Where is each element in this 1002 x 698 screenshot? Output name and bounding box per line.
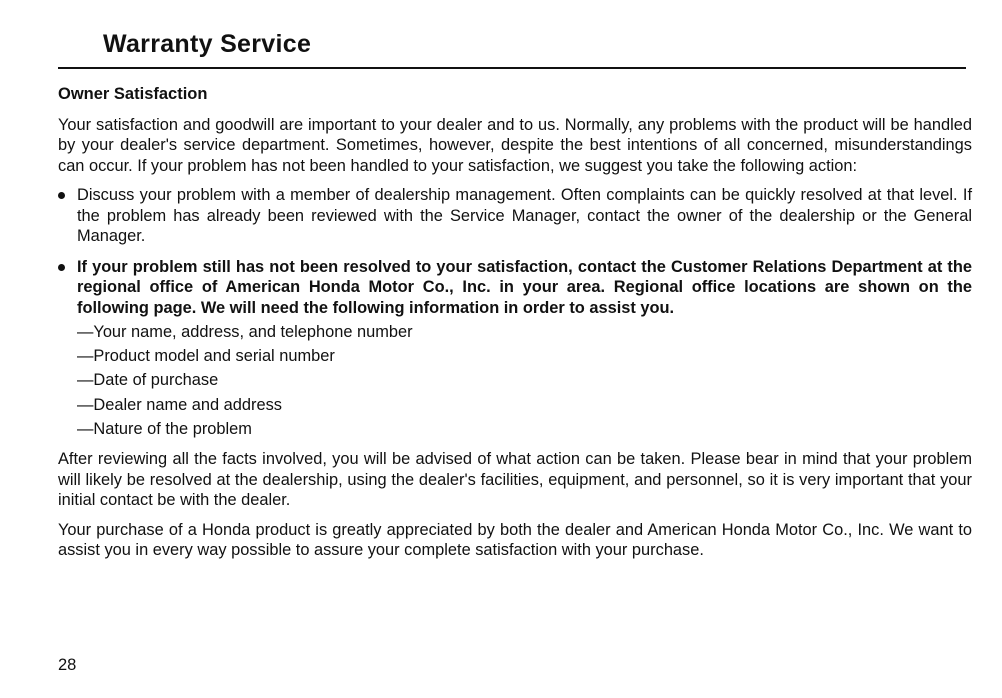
page-number: 28 <box>58 656 77 674</box>
info-item: —Dealer name and address <box>77 395 282 414</box>
list-item <box>58 185 972 247</box>
document-body <box>58 84 972 570</box>
after-review-paragraph: After reviewing all the facts involved, you will be advised of what action can be taken. Please bear in mind that your problem will likely be resolved at the dealership, using the dealer's facilities, equipment, and personnel, so it is very important that your initial contact be with the dealer. <box>58 450 972 510</box>
section-heading: Owner Satisfaction <box>58 85 208 103</box>
action-list <box>58 185 972 439</box>
bullet-text: If your problem still has not been resolved to your satisfaction, contact the Customer Relations Department at the regional office of American Honda Motor Co., Inc. in your area. Regional office locations are shown on the following page. We will need the following information in order to assist you. <box>77 257 972 317</box>
list-item <box>58 257 972 440</box>
info-item: —Your name, address, and telephone number <box>77 323 413 341</box>
required-info-list <box>77 322 972 439</box>
intro-paragraph: Your satisfaction and goodwill are important to your dealer and to us. Normally, any problems with the product will be handled by your dealer's service department. Sometimes, however, despite the best intentions of all concerned, misunderstandings can occur. If your problem has not been handled to your satisfaction, we suggest you take the following action: <box>58 115 972 175</box>
bullet-icon <box>58 192 65 199</box>
closing-paragraph: Your purchase of a Honda product is greatly appreciated by both the dealer and American Honda Motor Co., Inc. We want to assist you in every way possible to assure your complete satisfaction with your purchase. <box>58 520 972 560</box>
title-divider <box>58 67 966 69</box>
info-item: —Nature of the problem <box>77 419 252 438</box>
bullet-icon <box>58 264 65 271</box>
info-item: —Product model and serial number <box>77 347 335 366</box>
info-item: —Date of purchase <box>77 371 219 390</box>
bullet-text: Discuss your problem with a member of dealership management. Often complaints can be quickly resolved at that level. If the problem has already been reviewed with the Service Manager, contact the owner of the dealership or the General Manager. <box>77 186 972 245</box>
page-title: Warranty Service <box>103 30 312 58</box>
